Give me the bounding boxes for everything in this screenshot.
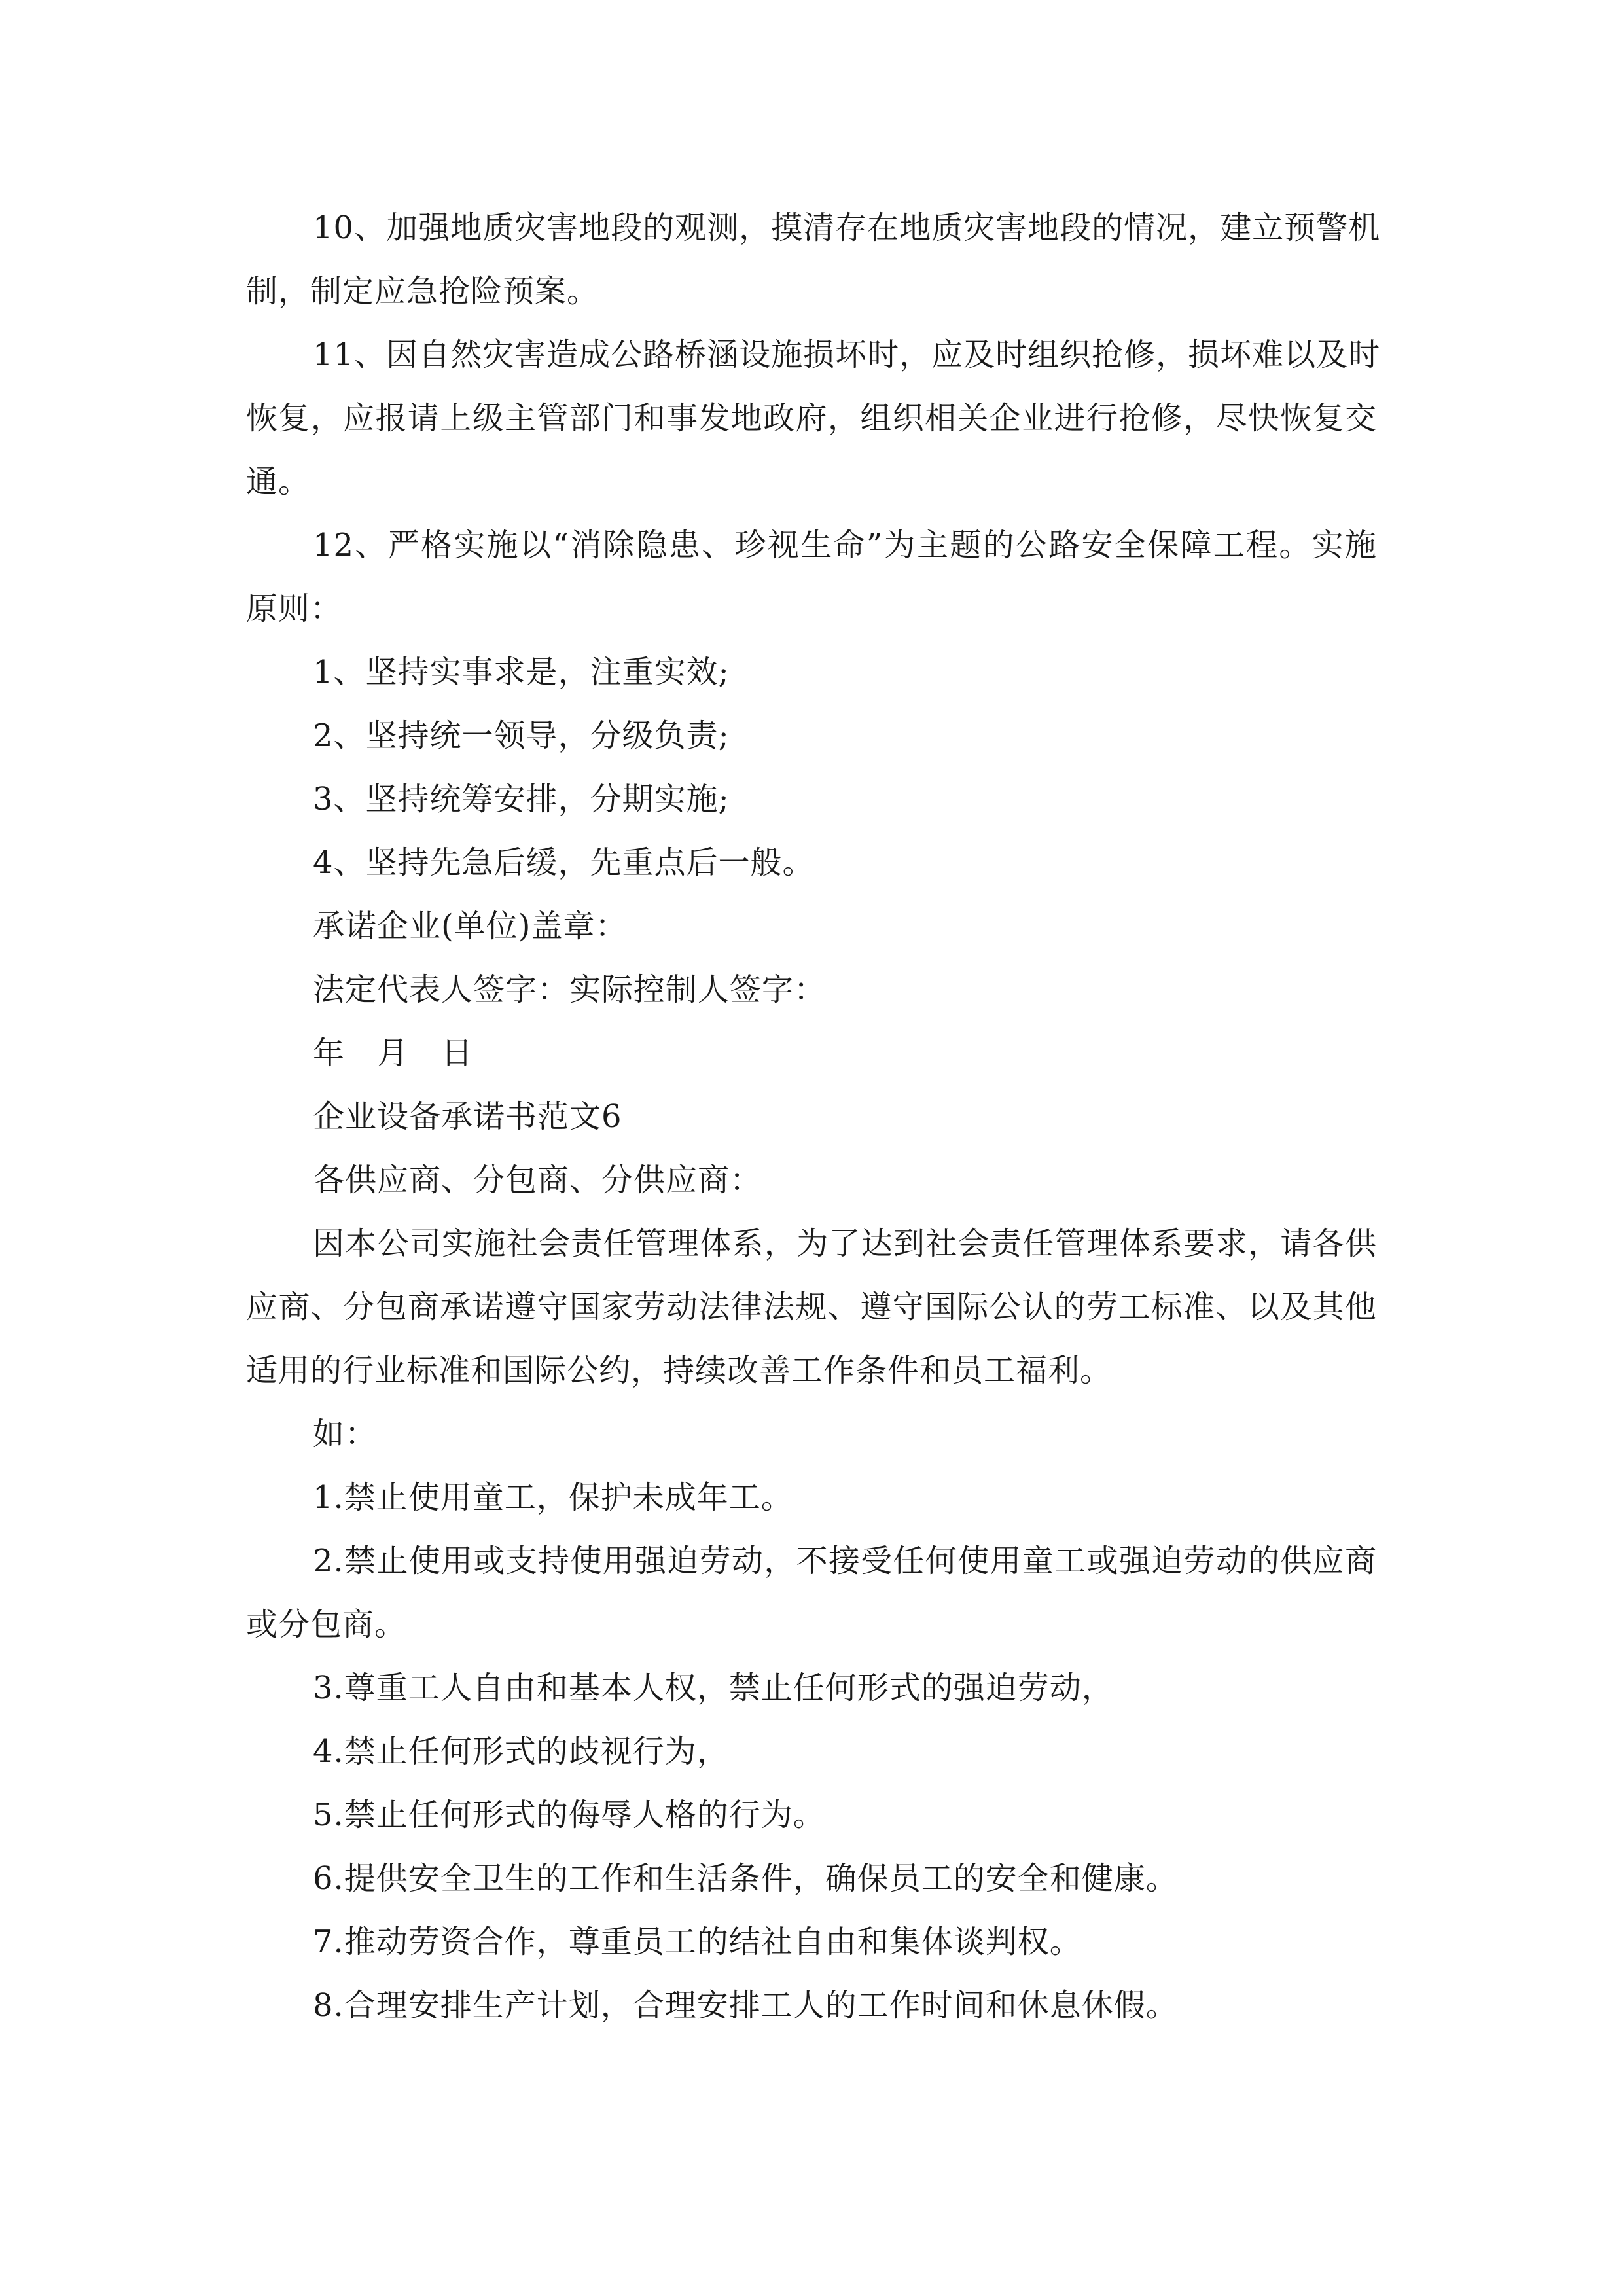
text-line: 如： [313, 1416, 378, 1452]
text-line: 制，制定应急抢险预案。 [246, 273, 599, 310]
text-line: 应商、分包商承诺遵守国家劳动法律法规、遵守国际公认的劳工标准、以及其他 [246, 1289, 1377, 1325]
text-line: 5.禁止任何形式的侮辱人格的行为。 [313, 1797, 825, 1833]
text-line: 3、坚持统筹安排，分期实施; [313, 781, 730, 817]
text-line: 各供应商、分包商、分供应商： [313, 1162, 762, 1198]
text-line: 7.推动劳资合作，尊重员工的结社自由和集体谈判权。 [313, 1924, 1082, 1960]
text-line: 原则： [246, 590, 343, 627]
text-line: 法定代表人签字：实际控制人签字： [313, 971, 827, 1008]
text-line: 恢复，应报请上级主管部门和事发地政府，组织相关企业进行抢修，尽快恢复交 [246, 400, 1377, 437]
text-line: 10、加强地质灾害地段的观测，摸清存在地质灾害地段的情况，建立预警机 [313, 209, 1381, 246]
text-line: 年 月 日 [313, 1035, 474, 1071]
text-line: 12、严格实施以“消除隐患、珍视生命”为主题的公路安全保障工程。实施 [313, 527, 1377, 564]
text-line: 承诺企业(单位)盖章： [313, 908, 628, 944]
text-line: 3.尊重工人自由和基本人权，禁止任何形式的强迫劳动， [313, 1670, 1114, 1706]
text-line: 4、坚持先急后缓，先重点后一般。 [313, 844, 815, 881]
text-line: 2、坚持统一领导，分级负责; [313, 717, 730, 754]
text-line: 11、因自然灾害造成公路桥涵设施损坏时，应及时组织抢修，损坏难以及时 [313, 336, 1381, 373]
text-line: 通。 [246, 463, 311, 500]
text-line: 4.禁止任何形式的歧视行为， [313, 1733, 729, 1770]
text-line: 因本公司实施社会责任管理体系，为了达到社会责任管理体系要求，请各供 [313, 1225, 1377, 1262]
text-line: 1、坚持实事求是，注重实效; [313, 654, 730, 691]
text-line: 或分包商。 [246, 1606, 407, 1643]
text-line: 2.禁止使用或支持使用强迫劳动，不接受任何使用童工或强迫劳动的供应商 [313, 1543, 1377, 1579]
text-line: 8.合理安排生产计划，合理安排工人的工作时间和休息休假。 [313, 1987, 1178, 2024]
text-line: 企业设备承诺书范文6 [313, 1098, 622, 1135]
text-line: 1.禁止使用童工，保护未成年工。 [313, 1479, 793, 1516]
text-line: 6.提供安全卫生的工作和生活条件，确保员工的安全和健康。 [313, 1860, 1178, 1897]
text-line: 适用的行业标准和国际公约，持续改善工作条件和员工福利。 [246, 1352, 1113, 1389]
document-body [246, 196, 1381, 2037]
